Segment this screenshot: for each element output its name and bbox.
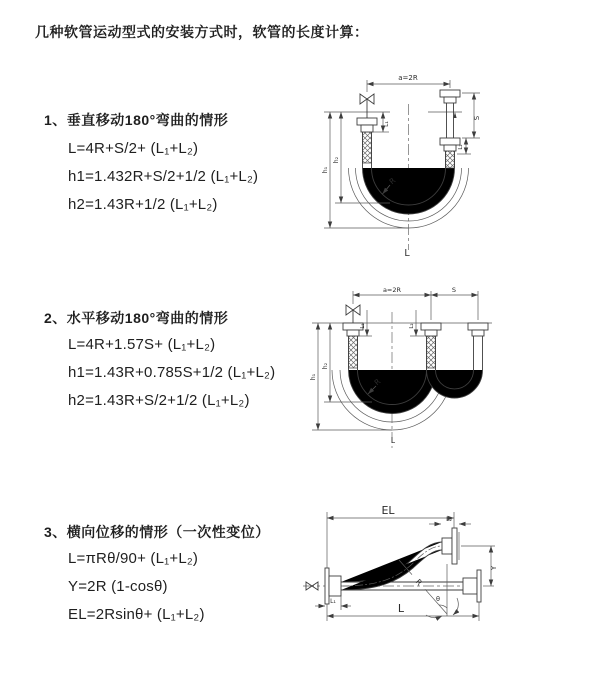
d2-dim-a2r bbox=[353, 286, 478, 320]
d1-label-r: R bbox=[387, 175, 398, 187]
section3-formula-L: L=πRθ/90+ (L₁+L₂) bbox=[68, 550, 199, 567]
d2-left-port bbox=[343, 305, 363, 336]
diagram-vertical-180-svg bbox=[310, 68, 600, 263]
section1-formula-h2: h2=1.43R+1/2 (L₁+L₂) bbox=[68, 196, 218, 213]
d3-hose-s-curve bbox=[341, 542, 442, 590]
d1-dim-s bbox=[462, 93, 481, 138]
section1-formula-L: L=4R+S/2+ (L₁+L₂) bbox=[68, 140, 199, 157]
d1-label-l2: L₂ bbox=[458, 144, 464, 150]
d3-label-l1: L₁ bbox=[330, 598, 336, 605]
section1-formula-h1: h1=1.432R+S/2+1/2 (L₁+L₂) bbox=[68, 168, 259, 185]
d3-label-theta: θ bbox=[436, 595, 440, 603]
d2-label-l2: L₂ bbox=[409, 323, 415, 329]
d2-label-h2: h₂ bbox=[322, 362, 329, 370]
d3-dim-el bbox=[327, 504, 454, 568]
d2-label-r: R bbox=[372, 376, 383, 388]
d2-label-h1: h₁ bbox=[310, 373, 317, 381]
d3-label-l2: L₂ bbox=[446, 516, 452, 523]
diagram-vertical-180 bbox=[310, 68, 600, 263]
section3-heading: 3、横向位移的情形（一次性变位） bbox=[44, 524, 270, 540]
d1-label-l1: L₁ bbox=[383, 121, 390, 127]
d3-label-l: L bbox=[397, 602, 405, 615]
section1-heading: 1、垂直移动180°弯曲的情形 bbox=[44, 112, 229, 128]
d1-right-port bbox=[440, 90, 460, 151]
d1-dim-a2r bbox=[367, 74, 450, 92]
d1-label-h1: h₁ bbox=[322, 166, 329, 174]
d3-dim-l1 bbox=[315, 596, 351, 610]
d2-hose-u-bends bbox=[332, 336, 483, 430]
d2-label-s: S bbox=[451, 286, 457, 294]
d3-dim-y bbox=[490, 546, 498, 586]
d1-left-port bbox=[357, 94, 377, 132]
d3-right-flange bbox=[463, 570, 481, 602]
section3-formula-Y: Y=2R (1-cosθ) bbox=[68, 578, 168, 595]
d2-label-l1: L₁ bbox=[360, 323, 366, 329]
diagram-horizontal-180 bbox=[306, 280, 598, 465]
d1-label-a2r: a=2R bbox=[398, 74, 418, 82]
section2-formula-h1: h1=1.43R+0.785S+1/2 (L₁+L₂) bbox=[68, 364, 276, 381]
diagram-horizontal-180-svg bbox=[306, 280, 598, 465]
d3-upper-flange bbox=[442, 528, 459, 564]
section3-formula-EL: EL=2Rsinθ+ (L₁+L₂) bbox=[68, 606, 205, 623]
page-title: 几种软管运动型式的安装方式时，软管的长度计算： bbox=[35, 24, 369, 40]
d3-label-r: R bbox=[413, 577, 424, 588]
d1-label-s: S bbox=[473, 115, 481, 121]
d3-label-el: EL bbox=[381, 504, 395, 517]
section2-formula-L: L=4R+1.57S+ (L₁+L₂) bbox=[68, 336, 216, 353]
d3-dim-l2 bbox=[429, 516, 471, 524]
d1-label-h2: h₂ bbox=[333, 156, 340, 164]
d1-plane-lines bbox=[324, 112, 462, 118]
d2-middle-port bbox=[421, 323, 441, 336]
section2-formula-h2: h2=1.43R+S/2+1/2 (L₁+L₂) bbox=[68, 392, 250, 409]
diagram-lateral-displacement-svg bbox=[295, 498, 600, 663]
section2-heading: 2、水平移动180°弯曲的情形 bbox=[44, 310, 229, 326]
d2-label-a2r: a=2R bbox=[382, 286, 402, 294]
d1-label-l: L bbox=[404, 248, 410, 259]
d3-label-y: Y bbox=[490, 565, 498, 571]
d2-right-port bbox=[468, 323, 488, 336]
diagram-lateral-displacement bbox=[295, 498, 600, 663]
d2-label-l: L bbox=[390, 436, 396, 445]
d2-plane-line bbox=[312, 323, 492, 329]
